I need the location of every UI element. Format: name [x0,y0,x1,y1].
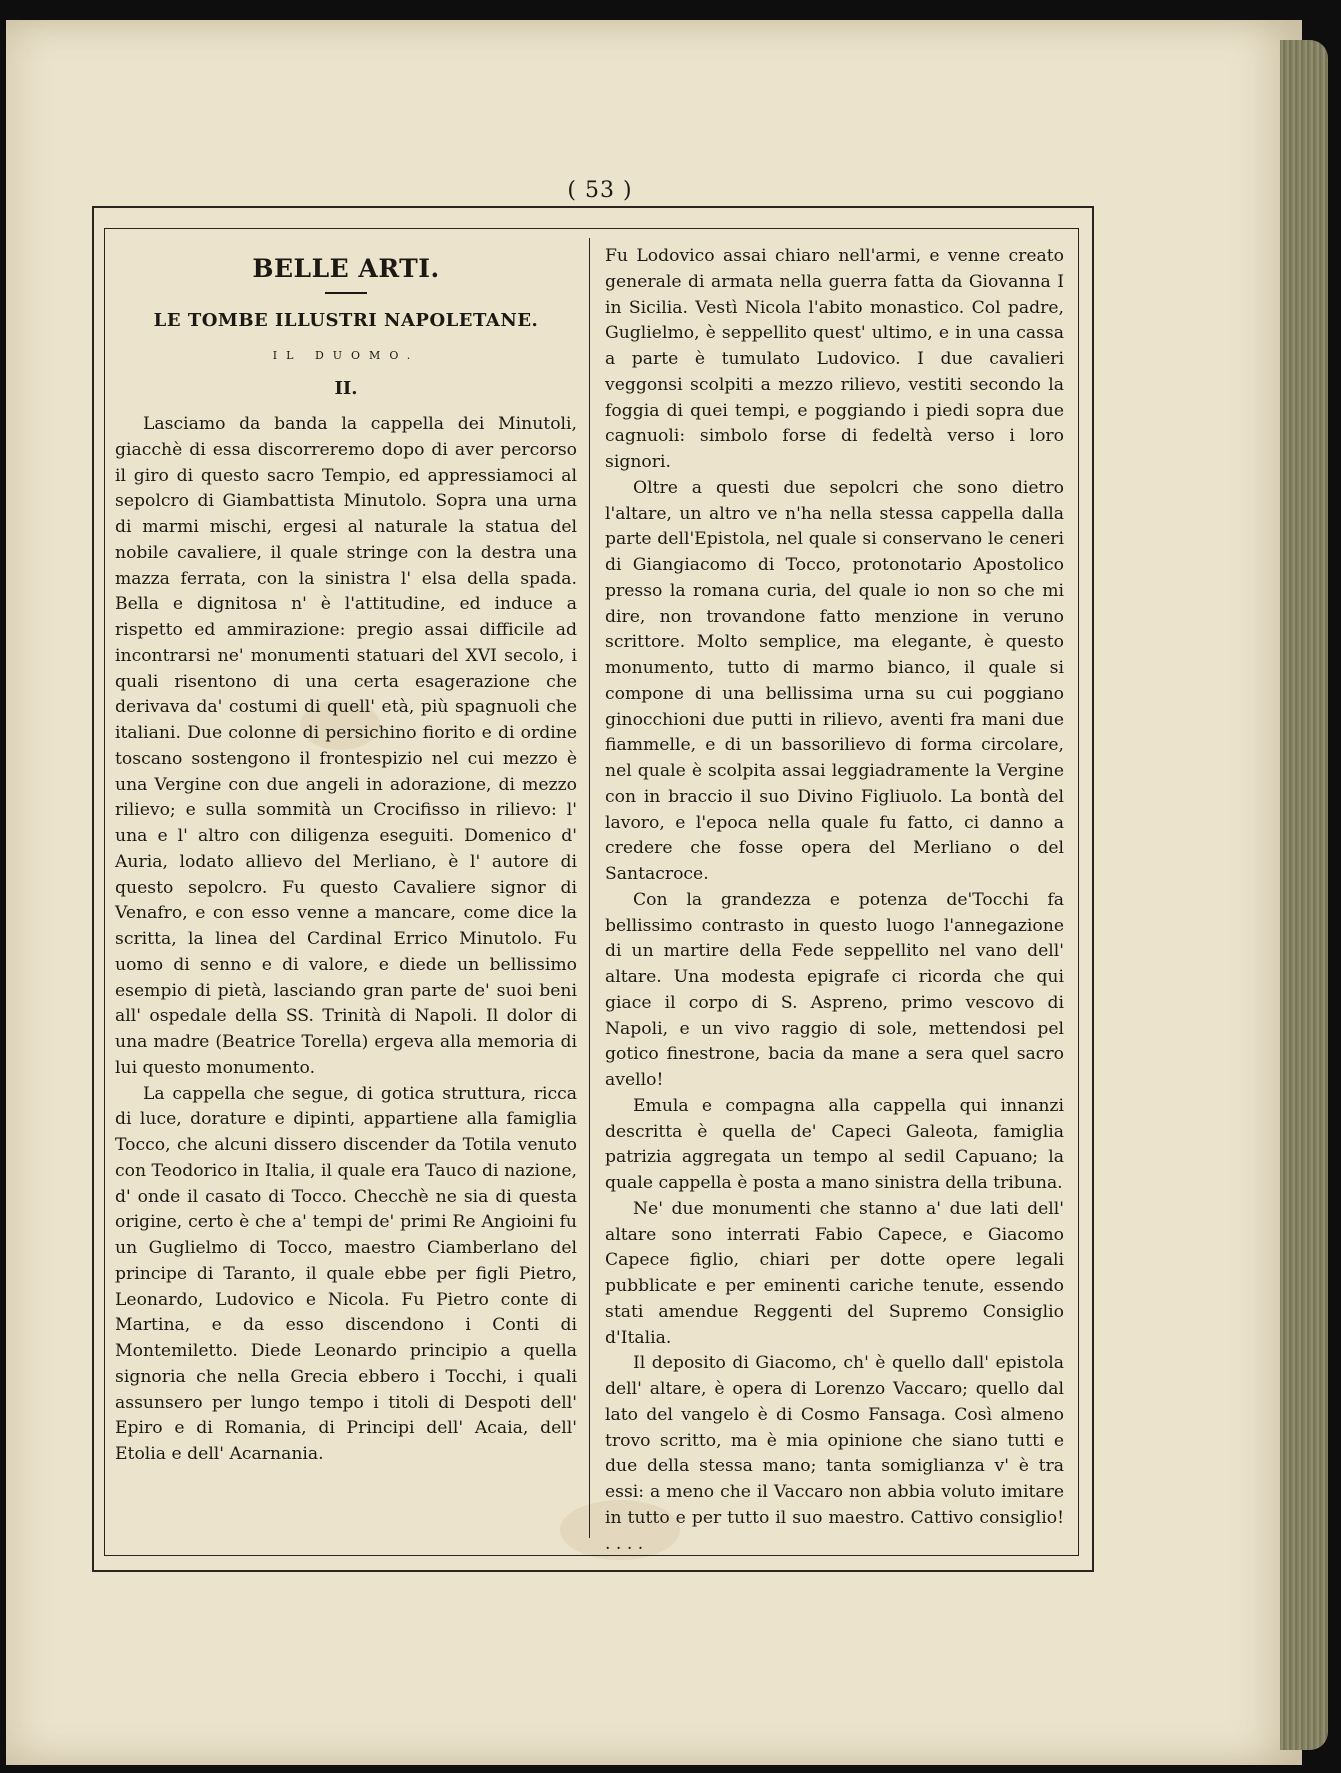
title-rule [325,292,367,294]
paragraph: Emula e compagna alla cappella qui innanzi descritta è quella de' Capeci Galeota, famiglia patrizia aggregata un tempo al sedil Capuano; la quale cappella è posta a mano sinistra della tribuna. [605,1095,1064,1193]
paragraph: Lasciamo da banda la cappella dei Minutoli, giacchè di essa discorreremo dopo di aver percorso il giro di questo sacro Tempio, ed appressiamoci al sepolcro di Giambattista Minutolo. Sopra una urna di marmi mischi, ergesi al naturale la statua del nobile cavaliere, il quale stringe con la destra una mazza ferrata, con la sinistra l' elsa della spada. Bella e dignitosa n' è l'attitudine, ed induce a rispetto ed ammirazione: pregio assai difficile ad incontrarsi ne' monumenti statuari del XVI secolo, i quali risentono di una certa esagerazione che derivava da' costumi di quell' età, più spagnuoli che italiani. Due colonne di persichino fiorito e di ordine toscano sostengono il frontespizio nel cui mezzo è una Vergine con due angeli in adorazione, di mezzo rilievo; e sulla sommità un Crocifisso in rilievo: l' una e l' altro con diligenza eseguiti. Domenico d' Auria, lodato allievo del Merliano, è l' autore di questo sepolcro. Fu questo Cavaliere signor di Venafro, e con esso venne a mancare, come dice la scritta, la linea del Cardinal Errico Minutolo. Fu uomo di senno e di valore, e diede un bellissimo esempio di pietà, lasciando gran parte de' suoi beni all' ospedale della SS. Trinità di Napoli. Il dolor di una madre (Beatrice Torella) ergeva alla memoria di lui questo monumento. [115,414,577,1078]
left-column [115,244,577,1468]
subheading: IL DUOMO. [272,349,420,362]
page-number: ( 53 ) [567,178,633,203]
part-number: II. [334,378,358,399]
paragraph: Fu Lodovico assai chiaro nell'armi, e venne creato generale di armata nella guerra fatta da Giovanna I in Sicilia. Vestì Nicola l'abito monastico. Col padre, Guglielmo, è seppellito quest' ultimo, e in una cassa a parte è tumulato Ludovico. I due cavalieri veggonsi scolpiti a mezzo rilievo, vestiti secondo la foggia di quei tempi, e poggiando i piedi sopra due cagnuoli: simbolo forse di fedeltà verso i loro signori. [605,246,1064,472]
right-column [605,244,1064,1557]
paragraph: Ne' due monumenti che stanno a' due lati dell' altare sono interrati Fabio Capece, e Giacomo Capece figlio, chiari per dotte opere legali pubblicate e per eminenti cariche tenute, essendo stati amendue Reggenti del Supremo Consiglio d'Italia. [605,1198,1064,1348]
section-title: BELLE ARTI. [252,254,440,283]
paragraph: La cappella che segue, di gotica struttura, ricca di luce, dorature e dipinti, appartiene alla famiglia Tocco, che alcuni dissero discender da Totila venuto con Teodorico in Italia, il quale era Tauco di nazione, d' onde il casato di Tocco. Checchè ne sia di questa origine, certo è che a' tempi de' primi Re Angioini fu un Guglielmo di Tocco, maestro Ciamberlano del principe di Taranto, il quale ebbe per figli Pietro, Leonardo, Ludovico e Nicola. Fu Pietro conte di Martina, e da esso discendono i Conti di Montemiletto. Diede Leonardo principio a quella signoria che nella Grecia ebbero i Tocchi, i quali assunsero per lungo tempo i titoli di Despoti dell' Epiro e di Romania, di Principi dell' Acaia, dell' Etolia e dell' Acarnania. [115,1083,577,1464]
paragraph: Il deposito di Giacomo, ch' è quello dall' epistola dell' altare, è opera di Lorenzo Vaccaro; quello dal lato del vangelo è di Cosmo Fansaga. Così almeno trovo scritto, ma è mia opinione che siano tutti e due della stessa mano; tanta somiglianza v' è tra essi: a meno che il Vaccaro non abbia voluto imitare in tutto e per tutto il suo maestro. Cattivo consiglio! . . . . [605,1353,1064,1554]
article-title: LE TOMBE ILLUSTRI NAPOLETANE. [153,310,539,331]
book-page-edges [1280,40,1328,1750]
paragraph: Oltre a questi due sepolcri che sono dietro l'altare, un altro ve n'ha nella stessa cappella dalla parte dell'Epistola, nel quale si conservano le ceneri di Giangiacomo di Tocco, protonotario Apostolico presso la romana curia, del quale io non so che mi dire, non trovandone fatto menzione in veruno scrittore. Molto semplice, ma elegante, è questo monumento, tutto di marmo bianco, il quale si compone di una bellissima urna su cui poggiano ginocchioni due putti in rilievo, aventi fra mani due fiammelle, e di un bassorilievo di forma circolare, nel quale è scolpita assai leggiadramente la Vergine con in braccio il suo Divino Figliuolo. La bontà del lavoro, e l'epoca nella quale fu fatto, ci danno a credere che fosse opera del Merliano o del Santacroce. [605,477,1064,884]
paragraph: Con la grandezza e potenza de'Tocchi fa bellissimo contrasto in questo luogo l'annegazione di un martire della Fede seppellito nel vano dell' altare. Una modesta epigrafe ci ricorda che qui giace il corpo di S. Aspreno, primo vescovo di Napoli, e un vivo raggio di sole, mettendosi pel gotico finestrone, bacia da mane a sera quel sacro avello! [605,889,1064,1090]
column-divider [589,238,590,1538]
